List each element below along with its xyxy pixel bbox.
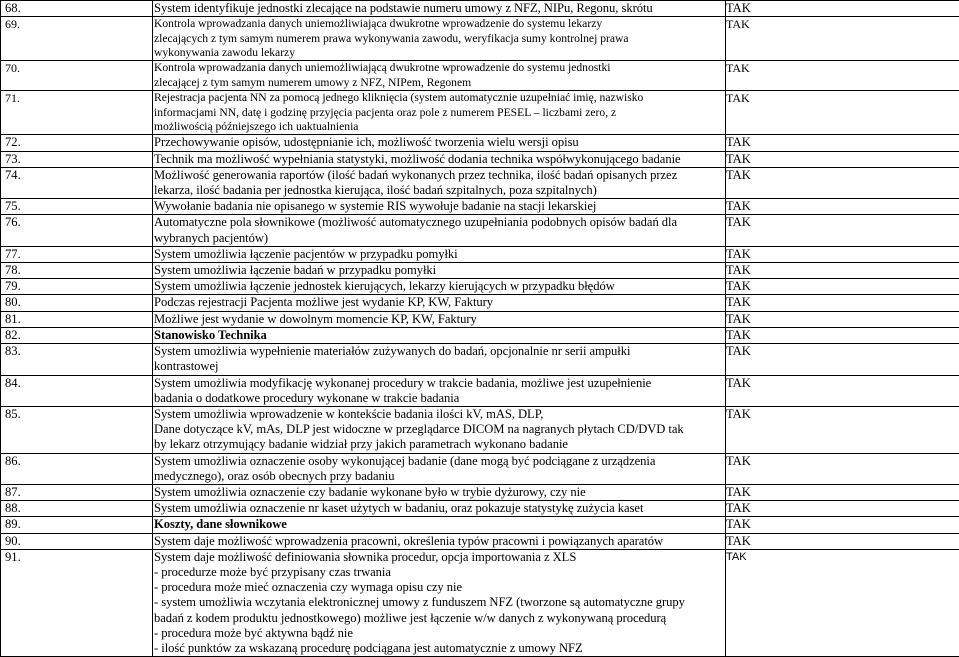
table-row xyxy=(1,279,959,295)
table-row xyxy=(1,17,959,61)
requirement-value: TAK xyxy=(726,375,959,406)
requirement-value: TAK xyxy=(726,151,959,167)
row-number: 80. xyxy=(1,295,153,311)
row-number: 90. xyxy=(1,533,153,549)
row-number: 69. xyxy=(1,17,153,61)
table-row xyxy=(1,215,959,246)
requirement-value: TAK xyxy=(726,549,959,656)
requirement-value: TAK xyxy=(726,135,959,151)
requirement-description: System daje możliwość definiowania słownika procedur, opcja importowania z XLS - procedurze może być przypisany czas trwania - procedura może mieć oznaczenia czy wymaga opisu czy nie - system umożliwia wczytania elektronicznej umowy z funduszem NFZ (tworzone są automatyczne grupy badań z kodem produktu jednostkowego) możliwe jest łączenie w/w danych z wykonywaną procedurą - procedura może być aktywna bądź nie - ilość punktów za wskazaną procedurę podciągana jest automatycznie z umowy NFZ xyxy=(153,549,726,656)
table-row xyxy=(1,517,959,533)
row-number: 83. xyxy=(1,344,153,375)
row-number: 74. xyxy=(1,167,153,198)
requirement-description: Koszty, dane słownikowe xyxy=(153,517,726,533)
table-row xyxy=(1,406,959,453)
requirement-description: Kontrola wprowadzania danych uniemożliwiająca dwukrotne wprowadzenie do systemu lekarzy zlecających z tym samym numerem prawa wykonywania zawodu, weryfikacja sumy kontrolnej prawa wykonywania zawodu lekarzy xyxy=(153,17,726,61)
requirement-value: TAK xyxy=(726,311,959,327)
table-row xyxy=(1,167,959,198)
table-row xyxy=(1,311,959,327)
requirement-description: Automatyczne pola słownikowe (możliwość automatycznego uzupełniania podobnych opisów badań dla wybranych pacjentów) xyxy=(153,215,726,246)
requirement-value: TAK xyxy=(726,533,959,549)
row-number: 91. xyxy=(1,549,153,656)
requirement-value: TAK xyxy=(726,517,959,533)
table-row xyxy=(1,533,959,549)
requirement-description: System umożliwia łączenie jednostek kierujących, lekarzy kierujących w przypadku błędów xyxy=(153,279,726,295)
row-number: 81. xyxy=(1,311,153,327)
row-number: 70. xyxy=(1,61,153,91)
row-number: 73. xyxy=(1,151,153,167)
table-row xyxy=(1,295,959,311)
requirements-table-body xyxy=(1,1,959,657)
requirement-description: System umożliwia wypełnienie materiałów zużywanych do badań, opcjonalnie nr serii ampułki kontrastowej xyxy=(153,344,726,375)
requirement-description: System identyfikuje jednostki zlecające na podstawie numeru umowy z NFZ, NIPu, Regonu, skrótu xyxy=(153,1,726,17)
row-number: 75. xyxy=(1,199,153,215)
requirement-value: TAK xyxy=(726,61,959,91)
requirement-value: TAK xyxy=(726,199,959,215)
requirement-description: Stanowisko Technika xyxy=(153,327,726,343)
requirement-description: Rejestracja pacjenta NN za pomocą jednego kliknięcia (system automatycznie uzupełniać imię, nazwisko informacjami NN, datę i godzinę przyjęcia pacjenta oraz pole z numerem PESEL – liczbami zero, z możliwością późniejszego ich uaktualnienia xyxy=(153,91,726,135)
table-row xyxy=(1,375,959,406)
requirement-value: TAK xyxy=(726,17,959,61)
table-row xyxy=(1,344,959,375)
requirement-value: TAK xyxy=(726,1,959,17)
requirement-description: Możliwe jest wydanie w dowolnym momencie KP, KW, Faktury xyxy=(153,311,726,327)
table-row xyxy=(1,199,959,215)
requirement-description: Kontrola wprowadzania danych uniemożliwiającą dwukrotne wprowadzenie do systemu jednostki zlecającej z tym samym numerem umowy z NFZ, NIPem, Regonem xyxy=(153,61,726,91)
row-number: 79. xyxy=(1,279,153,295)
requirement-description: Podczas rejestracji Pacjenta możliwe jest wydanie KP, KW, Faktury xyxy=(153,295,726,311)
requirement-value: TAK xyxy=(726,344,959,375)
requirement-value: TAK xyxy=(726,295,959,311)
table-row xyxy=(1,453,959,484)
requirement-description: System umożliwia łączenie pacjentów w przypadku pomyłki xyxy=(153,246,726,262)
requirement-value: TAK xyxy=(726,279,959,295)
row-number: 77. xyxy=(1,246,153,262)
row-number: 87. xyxy=(1,484,153,500)
row-number: 68. xyxy=(1,1,153,17)
requirement-description: Wywołanie badania nie opisanego w systemie RIS wywołuje badanie na stacji lekarskiej xyxy=(153,199,726,215)
requirement-description: System umożliwia łączenie badań w przypadku pomyłki xyxy=(153,263,726,279)
table-row xyxy=(1,1,959,17)
table-row xyxy=(1,246,959,262)
requirement-description: System umożliwia wprowadzenie w kontekście badania ilości kV, mAS, DLP, Dane dotyczące kV, mAs, DLP jest widoczne w przeglądarce DICOM na nagranych płytach CD/DVD tak by lekarz otrzymujący badanie widział przy jakich parametrach wykonano badanie xyxy=(153,406,726,453)
requirement-value: TAK xyxy=(726,484,959,500)
row-number: 72. xyxy=(1,135,153,151)
requirement-value: TAK xyxy=(726,406,959,453)
requirement-value: TAK xyxy=(726,263,959,279)
requirement-description: System umożliwia oznaczenie osoby wykonującej badanie (dane mogą być podciągane z urządzenia medycznego), oraz osób obecnych przy badaniu xyxy=(153,453,726,484)
table-row xyxy=(1,135,959,151)
requirement-description: System daje możliwość wprowadzenia pracowni, określenia typów pracowni i powiązanych aparatów xyxy=(153,533,726,549)
table-row xyxy=(1,549,959,656)
row-number: 82. xyxy=(1,327,153,343)
requirement-value: TAK xyxy=(726,215,959,246)
requirement-description: Technik ma możliwość wypełniania statystyki, możliwość dodania technika współwykonującego badanie xyxy=(153,151,726,167)
requirement-description: System umożliwia oznaczenie czy badanie wykonane było w trybie dyżurowy, czy nie xyxy=(153,484,726,500)
table-row xyxy=(1,91,959,135)
row-number: 89. xyxy=(1,517,153,533)
table-row xyxy=(1,501,959,517)
row-number: 86. xyxy=(1,453,153,484)
table-row xyxy=(1,151,959,167)
row-number: 78. xyxy=(1,263,153,279)
requirement-description: Możliwość generowania raportów (ilość badań wykonanych przez technika, ilość badań opisanych przez lekarza, ilość badania per jednostka kierująca, ilość badań szpitalnych, poza szpitalnych) xyxy=(153,167,726,198)
requirement-value: TAK xyxy=(726,167,959,198)
requirement-value: TAK xyxy=(726,501,959,517)
row-number: 88. xyxy=(1,501,153,517)
row-number: 76. xyxy=(1,215,153,246)
requirement-value: TAK xyxy=(726,246,959,262)
table-row xyxy=(1,327,959,343)
requirement-value: TAK xyxy=(726,327,959,343)
table-row xyxy=(1,263,959,279)
requirement-value: TAK xyxy=(726,91,959,135)
requirement-description: Przechowywanie opisów, udostępnianie ich, możliwość tworzenia wielu wersji opisu xyxy=(153,135,726,151)
table-row xyxy=(1,484,959,500)
requirement-description: System umożliwia modyfikację wykonanej procedury w trakcie badania, możliwe jest uzupełnienie badania o dodatkowe procedury wykonane w trakcie badania xyxy=(153,375,726,406)
requirement-value: TAK xyxy=(726,453,959,484)
row-number: 84. xyxy=(1,375,153,406)
requirement-description: System umożliwia oznaczenie nr kaset użytych w badaniu, oraz pokazuje statystykę zużycia kaset xyxy=(153,501,726,517)
table-row xyxy=(1,61,959,91)
row-number: 85. xyxy=(1,406,153,453)
row-number: 71. xyxy=(1,91,153,135)
